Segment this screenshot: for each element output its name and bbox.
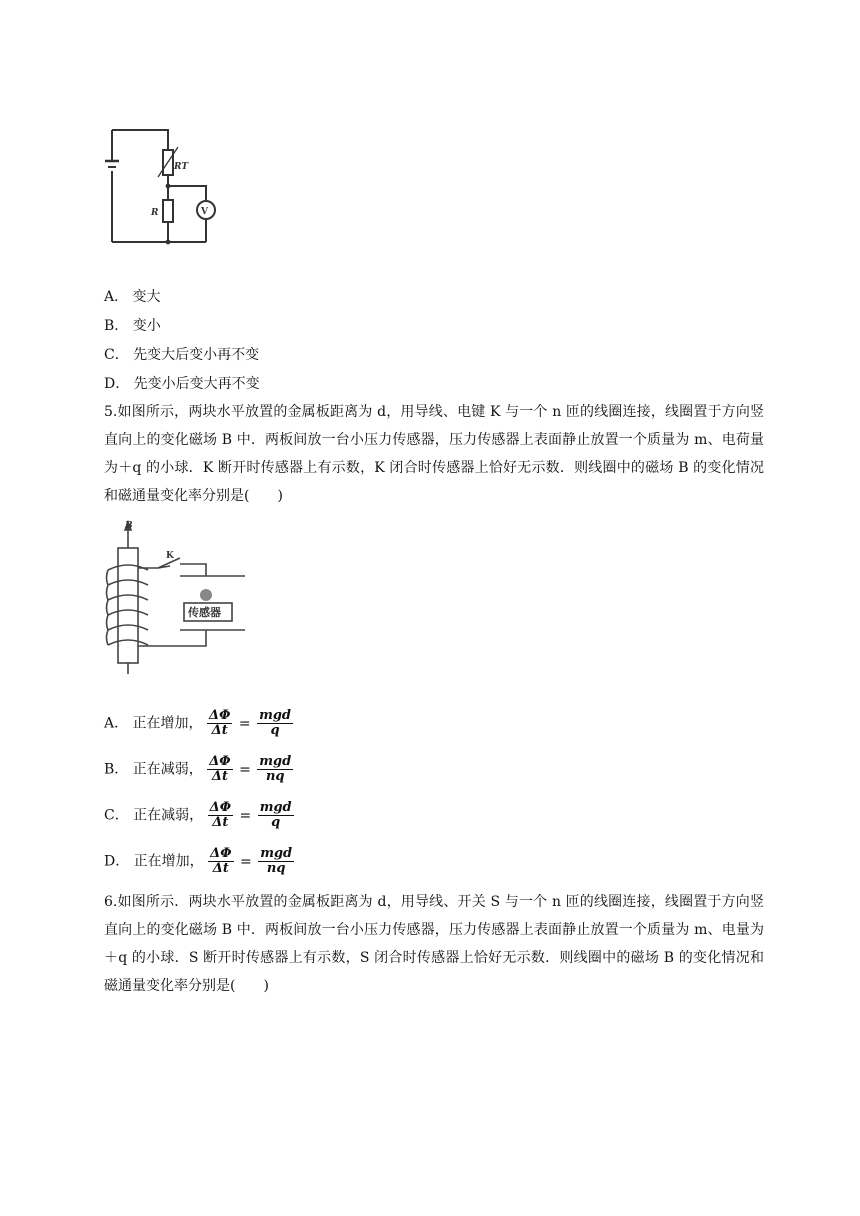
q5-option-b: B． 正在减弱， $\frac{\Delta\Phi}{\Delta t}$ = $\frac{\text{mgd}}{nq}$ [104, 754, 292, 784]
q4-option-d: D． 先变小后变大再不变 [104, 376, 260, 392]
option-label: B． 正在减弱， [104, 761, 203, 778]
flux-rate-fraction: $\frac{\Delta\Phi}{\Delta t}$ [209, 800, 232, 830]
q5-option-d: D． 正在增加， $\frac{\Delta\Phi}{\Delta t}$ = $\frac{\text{mgd}}{nq}$ [104, 846, 293, 876]
q6-stem: 6.如图所示．两块水平放置的金属板距离为 d，用导线、开关 S 与一个 n 匝的线圈连接，线圈置于方向竖直向上的变化磁场 B 中．两板间放一台小压力传感器，压力传感器上表面静止放置一个质量为 m、电量为＋q 的小球．S 断开时传感器上有示数，S 闭合时传感器上恰好无示数．则线圈中的磁场 B 的变化情况和磁通量变化率分别是( ) [104, 894, 764, 994]
circuit-diagram [100, 125, 220, 250]
q5-stem: 5.如图所示，两块水平放置的金属板距离为 d，用导线、电键 K 与一个 n 匝的线圈连接，线圈置于方向竖直向上的变化磁场 B 中．两板间放一台小压力传感器，压力传感器上表面静止放置一个质量为 m、电荷量为＋q 的小球．K 断开时传感器上有示数，K 闭合时传感器上恰好无示数．则线圈中的磁场 B 的变化情况和磁通量变化率分别是( ) [104, 404, 764, 504]
k-label: K [166, 551, 174, 561]
option-label: D． 正在增加， [104, 853, 204, 870]
q5-option-a: A． 正在增加， $\frac{\Delta\Phi}{\Delta t}$ = $\frac{\text{mgd}}{q}$ [104, 708, 292, 738]
option-label: C． 正在减弱， [104, 807, 204, 824]
q5-option-c: C． 正在减弱， $\frac{\Delta\Phi}{\Delta t}$ = $\frac{\text{mgd}}{q}$ [104, 800, 292, 830]
q4-option-b: B． 变小 [104, 318, 161, 334]
b-label: B [125, 521, 133, 531]
option-label: A． 正在增加， [104, 715, 203, 732]
q4-option-a: A． 变大 [104, 289, 161, 305]
coil-sensor-diagram [100, 518, 250, 678]
sensor-label: 传感器 [188, 606, 221, 619]
answer-fraction: $\frac{\text{mgd}}{q}$ [259, 800, 292, 830]
answer-fraction: $\frac{\text{mgd}}{nq}$ [259, 754, 292, 784]
answer-fraction: $\frac{\text{mgd}}{nq}$ [260, 846, 293, 876]
flux-rate-fraction: $\frac{\Delta\Phi}{\Delta t}$ [209, 708, 231, 738]
q4-option-c: C． 先变大后变小再不变 [104, 347, 260, 363]
voltmeter-label: V [201, 207, 208, 217]
flux-rate-fraction: $\frac{\Delta\Phi}{\Delta t}$ [210, 846, 232, 876]
rt-label: RT [174, 162, 189, 172]
r-label: R [151, 208, 159, 218]
flux-rate-fraction: $\frac{\Delta\Phi}{\Delta t}$ [209, 754, 231, 784]
answer-fraction: $\frac{\text{mgd}}{q}$ [259, 708, 292, 738]
